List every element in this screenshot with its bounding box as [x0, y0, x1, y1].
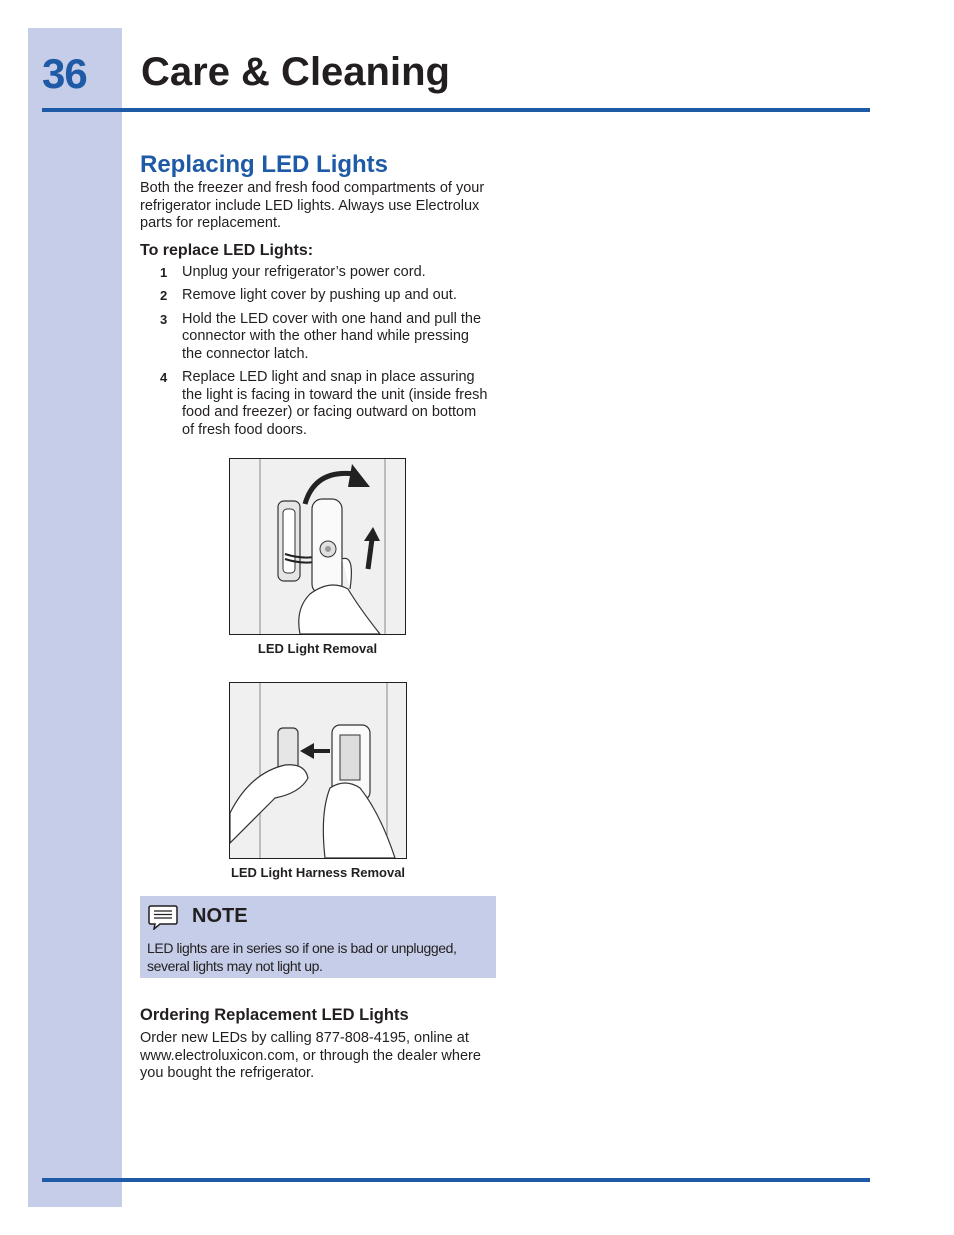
section-intro: Both the freezer and fresh food compartments of your refrigerator include LED lights. Always use Electrolux parts for replacement.: [140, 180, 485, 231]
section-title: Replacing LED Lights: [140, 151, 389, 178]
harness-removal-illustration: [229, 682, 407, 859]
step-text: Remove light cover by pushing up and out.: [182, 287, 457, 303]
note-icon: [148, 904, 178, 935]
led-removal-drawing: [230, 459, 405, 634]
steps-title: To replace LED Lights:: [140, 241, 314, 259]
led-removal-illustration: [229, 458, 406, 635]
figure-caption: LED Light Removal: [257, 641, 378, 656]
footer-rule: [42, 1178, 870, 1182]
step-item: [140, 311, 500, 364]
ordering-section: [140, 1004, 500, 1083]
step-item: [140, 287, 500, 305]
step-text: Unplug your refrigerator’s power cord.: [182, 263, 426, 280]
page-number: 36: [42, 50, 87, 97]
step-number: 1: [160, 264, 168, 280]
step-text: Hold the LED cover with one hand and pull the connector with the other hand while pressing the connector latch.: [182, 310, 482, 362]
note-title: NOTE: [192, 905, 248, 927]
step-number: 2: [160, 288, 168, 303]
step-number: 3: [160, 311, 168, 327]
note-box: [140, 896, 496, 978]
step-text: Replace LED light and snap in place assuring the light is facing in toward the unit (inside fresh food and freezer) or facing outward on bottom of fresh food doors.: [182, 369, 488, 438]
step-item: [140, 264, 500, 282]
page-title: Care & Cleaning: [141, 50, 450, 94]
figure-harness-removal: [229, 682, 407, 880]
steps-list: [140, 264, 500, 440]
ordering-text: Order new LEDs by calling 877-808-4195, online at www.electroluxicon.com, or through the dealer where you bought the refrigerator.: [140, 1030, 481, 1081]
header-rule: [42, 108, 870, 112]
figure-led-removal: [229, 458, 406, 656]
ordering-title: Ordering Replacement LED Lights: [140, 1006, 409, 1024]
led-section: [140, 150, 500, 445]
figure-caption: LED Light Harness Removal: [230, 865, 406, 880]
harness-removal-drawing: [230, 683, 406, 858]
note-text: LED lights are in series so if one is bad or unplugged, several lights may not light up.: [147, 940, 457, 974]
step-item: [140, 369, 500, 439]
page-sidebar-band: [28, 28, 122, 1207]
step-number: 4: [160, 370, 168, 385]
